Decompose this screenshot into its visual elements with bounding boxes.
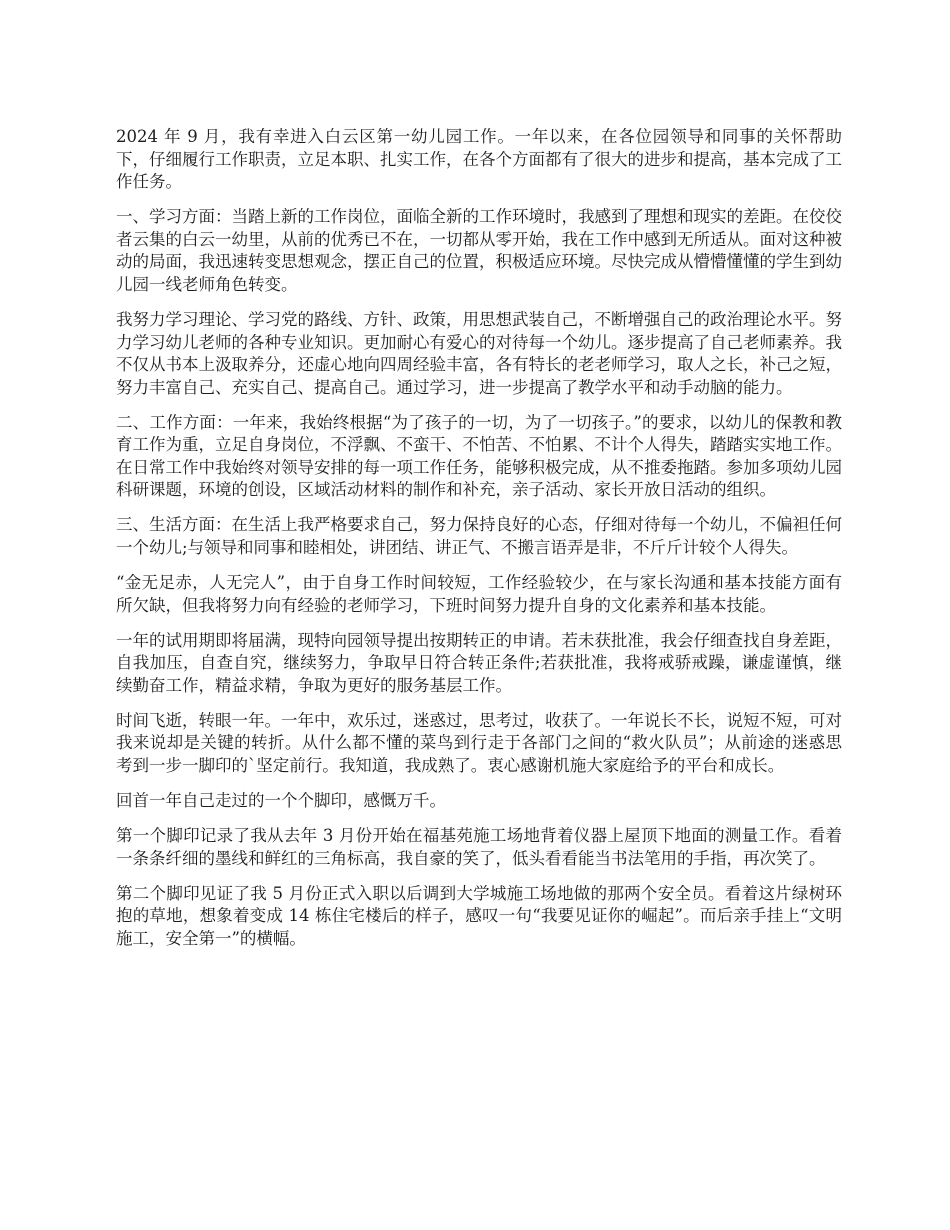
paragraph-application: 一年的试用期即将届满，现特向园领导提出按期转正的申请。若未获批准，我会仔细查找自身差距，自我加压，自查自究，继续努力，争取早日符合转正条件;若获批准，我将戒骄戒躁，谦虚谨慎，继续勤奋工作，精益求精，争取为更好的服务基层工作。 — [116, 630, 842, 695]
paragraph-shortcomings: “金无足赤，人无完人”，由于自身工作时间较短，工作经验较少，在与家长沟通和基本技能方面有所欠缺，但我将努力向有经验的老师学习，下班时间努力提升自身的文化素养和基本技能。 — [116, 573, 842, 615]
paragraph-theory: 我努力学习理论、学习党的路线、方针、政策，用思想武装自己，不断增强自己的政治理论水平。努力学习幼儿老师的各种专业知识。更加耐心有爱心的对待每一个幼儿。逐步提高了自己老师素养。我不仅从书本上汲取养分，还虚心地向四周经验丰富，各有特长的老老师学习，取人之长，补己之短，努力丰富自己、充实自己、提高自己。通过学习，进一步提高了教学水平和动手动脑的能力。 — [116, 309, 842, 397]
paragraph-life: 三、生活方面：在生活上我严格要求自己，努力保持良好的心态，仔细对待每一个幼儿，不偏袒任何一个幼儿;与领导和同事和睦相处，讲团结、讲正气、不搬言语弄是非，不斤斤计较个人得失。 — [116, 515, 842, 558]
paragraph-study: 一、学习方面：当踏上新的工作岗位，面临全新的工作环境时，我感到了理想和现实的差距。在佼佼者云集的白云一幼里，从前的优秀已不在，一切都从零开始，我在工作中感到无所适从。面对这种被动的局面，我迅速转变思想观念，摆正自己的位置，积极适应环境。尽快完成从懵懵懂懂的学生到幼儿园一线老师角色转变。 — [116, 207, 842, 294]
paragraph-first-footprint: 第一个脚印记录了我从去年 3 月份开始在福基苑施工场地背着仪器上屋顶下地面的测量工作。看着一条条纤细的墨线和鲜红的三角标高，我自豪的笑了，低头看看能当书法笔用的手指，再次笑了。 — [116, 825, 842, 868]
paragraph-footprints: 回首一年自己走过的一个个脚印，感慨万千。 — [116, 790, 446, 810]
paragraph-second-footprint: 第二个脚印见证了我 5 月份正式入职以后调到大学城施工场地做的那两个安全员。看着这片绿树环抱的草地，想象着变成 14 栋住宅楼后的样子，感叹一句“我要见证你的崛起”。而后亲手挂上“文明施工，安全第一”的横幅。 — [116, 883, 842, 948]
paragraph-work: 二、工作方面：一年来，我始终根据“为了孩子的一切，为了一切孩子。”的要求，以幼儿的保教和教育工作为重，立足自身岗位，不浮飘、不蛮干、不怕苦、不怕累、不计个人得失，踏踏实实地工作。在日常工作中我始终对领导安排的每一项工作任务，能够积极完成，从不推委拖踏。参加多项幼儿园科研课题，环境的创设，区域活动材料的制作和补充，亲子活动、家长开放日活动的组织。 — [116, 412, 842, 500]
paragraph-reflection: 时间飞逝，转眼一年。一年中，欢乐过，迷惑过，思考过，收获了。一年说长不长，说短不短，可对我来说却是关键的转折。从什么都不懂的菜鸟到行走于各部门之间的“救火队员”；从前途的迷惑思考到一步一脚印的`坚定前行。我知道，我成熟了。衷心感谢机施大家庭给予的平台和成长。 — [116, 710, 842, 775]
paragraph-intro: 2024 年 9 月，我有幸进入白云区第一幼儿园工作。一年以来，在各位园领导和同事的关怀帮助下，仔细履行工作职责，立足本职、扎实工作，在各个方面都有了很大的进步和提高，基本完成了工作任务。 — [116, 127, 842, 192]
document-body — [116, 126, 842, 963]
